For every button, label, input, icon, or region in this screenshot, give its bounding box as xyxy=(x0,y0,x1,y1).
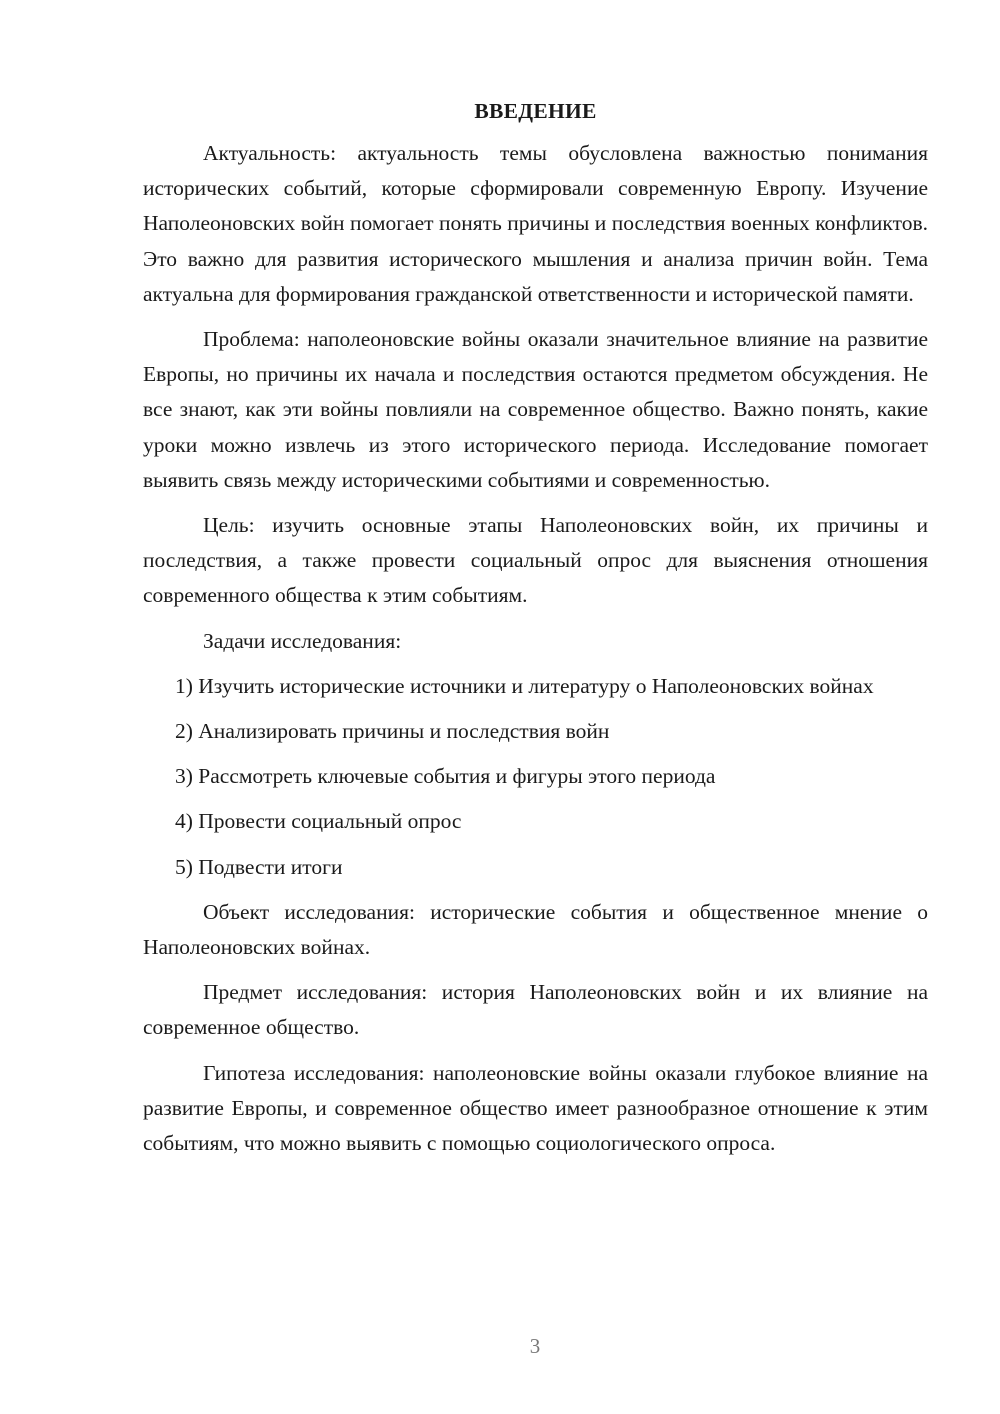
hypothesis-paragraph: Гипотеза исследования: наполеоновские войны оказали глубокое влияние на развитие Европы, и современное общество имеет разнообразное отношение к этим событиям, что можно выявить с помощью социологического опроса. xyxy=(143,1060,928,1156)
list-item: 3) Рассмотреть ключевые события и фигуры этого периода xyxy=(175,764,716,789)
tasks-list xyxy=(143,669,928,885)
tasks-heading: Задачи исследования: xyxy=(203,628,402,653)
goal-paragraph: Цель: изучить основные этапы Наполеоновских войн, их причины и последствия, а также провести социальный опрос для выяснения отношения современного общества к этим событиям. xyxy=(143,513,928,608)
object-paragraph: Объект исследования: исторические события и общественное мнение о Наполеоновских войнах. xyxy=(143,899,928,960)
problem-paragraph: Проблема: наполеоновские войны оказали значительное влияние на развитие Европы, но причины их начала и последствия остаются предметом обсуждения. Не все знают, как эти войны повлияли на современное общество. Важно понять, какие уроки можно извлечь из этого исторического периода. Исследование помогает выявить связь между историческими событиями и современностью. xyxy=(143,327,928,492)
list-item: 4) Провести социальный опрос xyxy=(175,809,462,834)
subject-paragraph: Предмет исследования: история Наполеоновских войн и их влияние на современное общество. xyxy=(143,980,928,1040)
list-item: 1) Изучить исторические источники и литературу о Наполеоновских войнах xyxy=(175,673,874,698)
list-item: 2) Анализировать причины и последствия войн xyxy=(175,719,610,744)
section-title: ВВЕДЕНИЕ xyxy=(474,99,597,123)
page-number: 3 xyxy=(529,1334,541,1358)
list-item: 5) Подвести итоги xyxy=(175,854,343,879)
page-content xyxy=(143,96,928,1171)
relevance-paragraph: Актуальность: актуальность темы обусловлена важностью понимания исторических событий, которые сформировали современную Европу. Изучение Наполеоновских войн помогает понять причины и последствия военных конфликтов. Это важно для развития исторического мышления и анализа причин войн. Тема актуальна для формирования гражданской ответственности и исторической памяти. xyxy=(143,141,928,306)
